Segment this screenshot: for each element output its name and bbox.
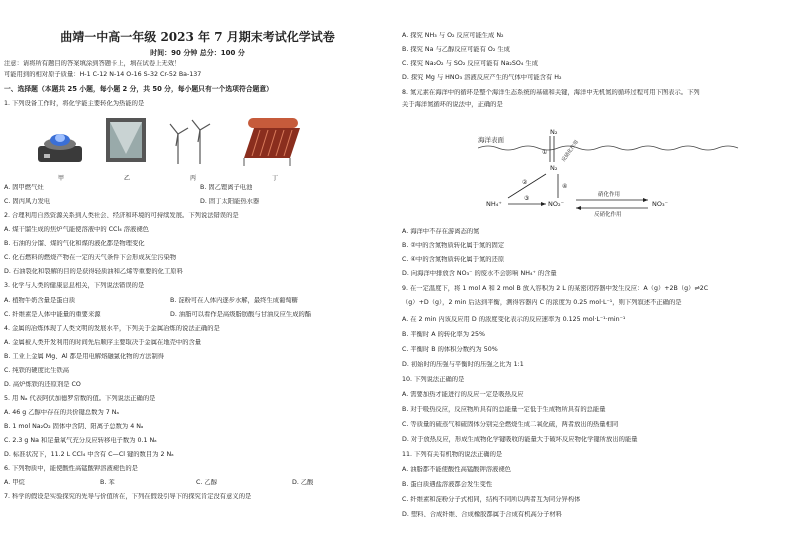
q11-option-c: C. 纤维素和淀粉分子式相同，结构不同所以两者互为同分异构体 <box>402 496 581 503</box>
q2-stem: 2. 合理利用自然资源关系到人类社会、经济和环境的可持续发展。下列说法错误的是 <box>4 212 239 219</box>
q11-option-d: D. 塑料、合成纤维、合成橡胶都属于合成有机高分子材料 <box>402 511 562 518</box>
q6-stem: 6. 下列物质中，能使酸性高锰酸钾溶液褪色的是 <box>4 465 138 472</box>
q10-option-c: C. 等质量的硫蒸气和硫固体分别完全燃烧生成二氧化硫，两者放出的热量相同 <box>402 421 619 428</box>
q10-option-a: A. 需要加热才能进行的反应一定是吸热反应 <box>402 391 524 398</box>
q1-caption-a: 甲 <box>58 175 65 182</box>
q5-option-d: D. 标准状况下，11.2 L CCl₄ 中含有 C—Cl 键的数目为 2 Nₐ <box>4 451 174 458</box>
q10-option-d: D. 对于放热反应，形成生成物化学键吸收的能量大于破坏反应物化学键所放出的能量 <box>402 436 638 443</box>
q2-option-c: C. 化石燃料的燃烧产物在一定的天气条件下会形成灰尘污染物 <box>4 254 177 261</box>
q1-option-d: D. 固丁太阳能热水器 <box>200 198 260 205</box>
nitrogen-cycle-diagram <box>478 112 748 224</box>
denitrification-diag-label: 反硝化作用 <box>560 139 580 164</box>
q8-stem-line2: 关于海洋氮循环的说法中，正确的是 <box>402 101 503 108</box>
q9-stem-line2: （g）+D（g），2 min 后达到平衡，测得容器内 C 的浓度为 0.25 mol·L⁻¹，则下列叙述不正确的是 <box>402 299 682 306</box>
wind-turbine-image <box>170 120 210 164</box>
q2-option-a: A. 煤干馏生成的焦炉气能使溶液中的 CCl₄ 溶液褪色 <box>4 226 149 233</box>
q1-option-c: C. 固丙风力发电 <box>4 198 51 205</box>
q4-option-c: C. 纯铁的硬度比生铁高 <box>4 367 70 374</box>
step3-label: ③ <box>524 195 530 202</box>
nitrification-label: 硝化作用 <box>598 192 621 198</box>
q3-option-c: C. 纤维素是人体中能量的重要来源 <box>4 311 101 318</box>
q9-option-d: D. 初始时的压强与平衡时的压强之比为 1:1 <box>402 361 524 368</box>
q2-option-d: D. 石油裂化和裂解的目的是获得轻质油和乙烯等重要的化工原料 <box>4 268 183 275</box>
battery-image <box>106 118 146 162</box>
q9-option-c: C. 平衡时 B 的体积分数约为 50% <box>402 346 498 353</box>
q1-caption-c: 丙 <box>190 175 197 182</box>
step1-label: ① <box>542 149 548 156</box>
q7-option-d: D. 探究 Mg 与 HNO₃ 溶液反应产生的气体中可能含有 H₂ <box>402 74 562 81</box>
q9-option-b: B. 平衡时 A 的转化率为 25% <box>402 331 486 338</box>
q8-option-b: B. ②中的含氮物质转化属于氮的固定 <box>402 242 505 249</box>
q1-caption-d: 丁 <box>272 175 279 182</box>
q8-option-d: D. 向海洋中排放含 NO₃⁻ 的废水不会影响 NH₄⁺ 的含量 <box>402 270 557 277</box>
section-one-heading: 一、选择题（本题共 25 小题，每小题 2 分，共 50 分，每小题只有一个选项符合题意） <box>4 85 273 93</box>
step2-label: ② <box>522 179 528 186</box>
q5-stem: 5. 用 Nₐ 代表阿伏加德罗常数的值。下列说法正确的是 <box>4 395 156 402</box>
denitrification-label: 反硝化作用 <box>594 212 622 218</box>
no3-label: NO₃⁻ <box>652 200 669 208</box>
q1-option-b: B. 固乙锂离子电池 <box>200 184 253 191</box>
q11-option-a: A. 油脂都不能使酸性高锰酸钾溶液褪色 <box>402 466 511 473</box>
no2-label: NO₂⁻ <box>548 200 565 208</box>
q3-option-b: B. 淀粉可在人体内逐步水解，最终生成葡萄糖 <box>170 297 298 304</box>
sea-surface-label: 海洋表面 <box>478 136 504 144</box>
q9-option-a: A. 在 2 min 内该反应用 D 的浓度变化表示的反应速率为 0.125 mol·L⁻¹·min⁻¹ <box>402 316 626 323</box>
q10-option-b: B. 对于吸热反应，反应物所具有的总能量一定低于生成物所具有的总能量 <box>402 406 606 413</box>
q5-option-c: C. 2.3 g Na 和足量氧气充分反应转移电子数为 0.1 Nₐ <box>4 437 157 444</box>
q1-option-a: A. 固甲燃气灶 <box>4 184 44 191</box>
q3-option-a: A. 植物牛奶含量是蛋白质 <box>4 297 76 304</box>
q6-option-a: A. 甲烷 <box>4 479 25 486</box>
q4-option-b: B. 工业上金属 Mg、Al 都是用电解熔融氯化物的方法制得 <box>4 353 165 360</box>
n2-bottom-label: N₂ <box>550 164 558 172</box>
exam-title: 曲靖一中高一年级 2023 年 7 月期末考试化学试卷 <box>60 30 335 44</box>
q7-stem: 7. 科学的假设是实验探究的先导与价值所在，下列在假设引导下的探究肯定没有意义的是 <box>4 493 252 500</box>
solar-heater-image <box>244 118 300 166</box>
step4-label: ④ <box>562 183 568 190</box>
q8-option-a: A. 海洋中不存在游离态的氮 <box>402 228 480 235</box>
q1-stem: 1. 下列设备工作时，将化学能主要转化为热能的是 <box>4 100 145 107</box>
q6-option-c: C. 乙醇 <box>196 479 217 486</box>
q4-stem: 4. 金属的冶炼体现了人类文明的发展水平，下列关于金属冶炼的说法正确的是 <box>4 325 220 332</box>
q5-option-a: A. 46 g 乙醇中存在的共价键总数为 7 Nₐ <box>4 409 119 416</box>
q7-option-c: C. 探究 Na₂O₂ 与 SO₂ 反应可能有 Na₂SO₄ 生成 <box>402 60 539 67</box>
exam-note: 注意：请将所有题目的答案填涂到答题卡上，填在试卷上无效！ <box>4 60 181 67</box>
nh4-label: NH₄⁺ <box>486 200 502 208</box>
q9-stem-line1: 9. 在一定温度下，将 1 mol A 和 2 mol B 放入容积为 2 L 的某密闭容器中发生反应：A（g）+2B（g）⇌2C <box>402 285 709 292</box>
q10-stem: 10. 下列说法正确的是 <box>402 376 465 383</box>
n2-top-label: N₂ <box>550 128 558 136</box>
q6-option-b: B. 苯 <box>100 479 115 486</box>
q5-option-b: B. 1 mol Na₂O₂ 固体中含阴、阳离子总数为 4 Nₐ <box>4 423 144 430</box>
q1-device-images <box>38 114 338 172</box>
gas-stove-image <box>38 134 82 162</box>
q8-option-c: C. ④中的含氮物质转化属于氮的还原 <box>402 256 505 263</box>
q3-option-d: D. 油脂可以看作是高级脂肪酸与甘油反应生成的酯 <box>170 311 312 318</box>
q1-caption-b: 乙 <box>124 175 131 182</box>
sea-surface-line <box>478 146 738 150</box>
q7-option-a: A. 探究 NH₃ 与 O₂ 反应可能生成 N₂ <box>402 32 504 39</box>
q2-option-b: B. 石油的分馏、煤的气化和煤的液化都是物理变化 <box>4 240 145 247</box>
q7-option-b: B. 探究 Na 与乙醇反应可能有 O₂ 生成 <box>402 46 510 53</box>
q6-option-d: D. 乙酸 <box>292 479 314 486</box>
q4-option-d: D. 高炉炼铁的还原剂是 CO <box>4 381 81 388</box>
q4-option-a: A. 金属被人类开发利用的时间先后顺序主要取决于金属在地壳中的含量 <box>4 339 202 346</box>
q8-stem-line1: 8. 氮元素在海洋中的循环是整个海洋生态系统的基础和关键，海洋中无机氮的循环过程可用下图表示。下列 <box>402 89 700 96</box>
exam-meta: 时间：90 分钟 总分：100 分 <box>150 49 245 57</box>
q11-option-b: B. 蛋白质遇盐溶液都会发生变性 <box>402 481 493 488</box>
q3-stem: 3. 化学与人类的健康息息相关，下列说法错误的是 <box>4 282 145 289</box>
atomic-masses: 可能用到的相对原子质量：H-1 C-12 N-14 O-16 S-32 Cr-52 Ba-137 <box>4 71 202 78</box>
q11-stem: 11. 下列有关有机物的说法正确的是 <box>402 451 503 458</box>
